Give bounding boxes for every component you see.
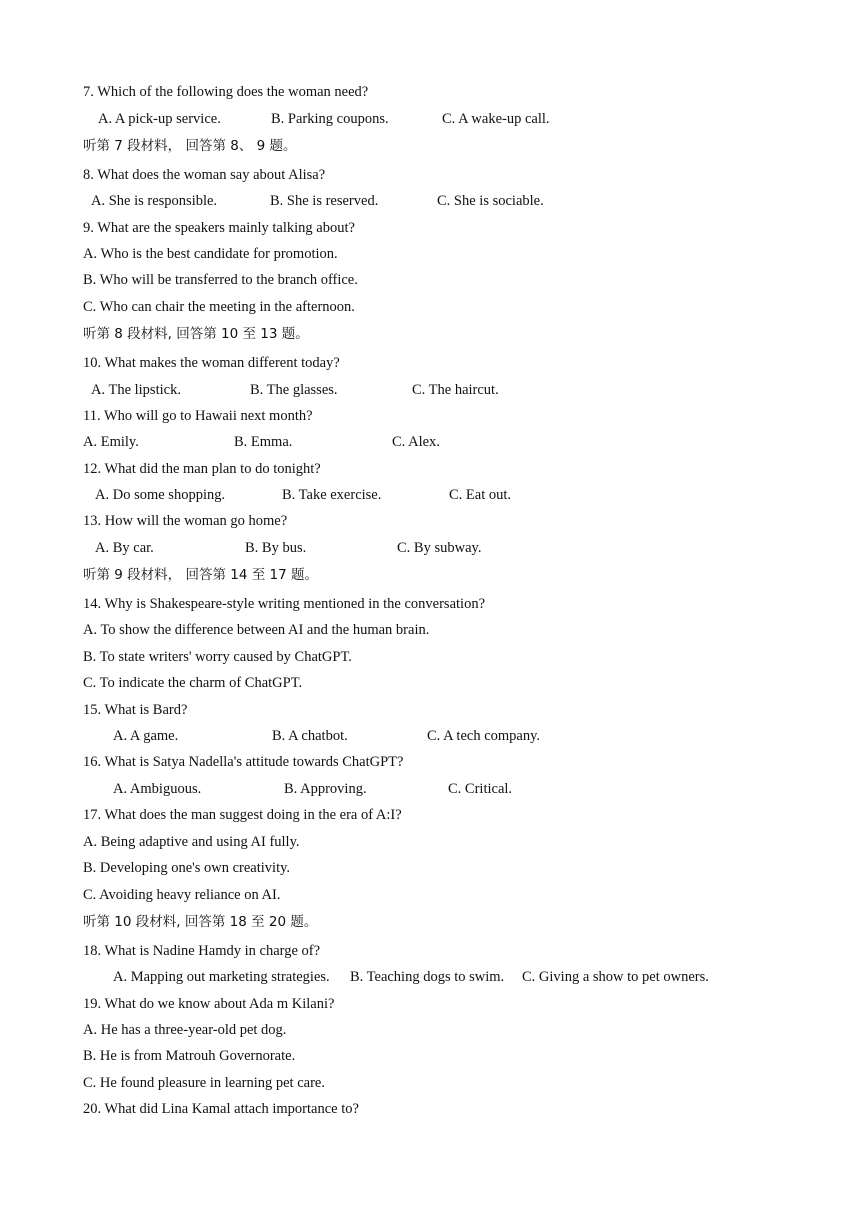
q9-option-a: A. Who is the best candidate for promotion.: [83, 246, 338, 262]
q10-option-c: C. The haircut.: [412, 382, 499, 398]
question-16: 16. What is Satya Nadella's attitude towards ChatGPT?: [83, 754, 404, 770]
q18-option-b: B. Teaching dogs to swim.: [350, 969, 505, 985]
q13-option-b: B. By bus.: [245, 540, 307, 556]
q14-option-a: A. To show the difference between AI and the human brain.: [83, 622, 430, 638]
q17-option-c: C. Avoiding heavy reliance on AI.: [83, 887, 281, 903]
section-9-instruction: 听第 9 段材料， 回答第 14 至 17 题。: [83, 567, 318, 583]
q16-option-c: C. Critical.: [448, 781, 513, 797]
q7-option-b: B. Parking coupons.: [271, 111, 389, 127]
q7-option-a: A. A pick-up service.: [98, 111, 221, 127]
q8-option-a: A. She is responsible.: [91, 193, 218, 209]
q13-option-a: A. By car.: [95, 540, 154, 556]
q16-option-a: A. Ambiguous.: [113, 781, 202, 797]
question-13: 13. How will the woman go home?: [83, 513, 288, 529]
q9-option-c: C. Who can chair the meeting in the afternoon.: [83, 299, 355, 315]
q15-option-a: A. A game.: [113, 728, 179, 744]
q12-option-b: B. Take exercise.: [282, 487, 382, 503]
q15-option-c: C. A tech company.: [427, 728, 541, 744]
question-8: 8. What does the woman say about Alisa?: [83, 167, 326, 183]
question-18: 18. What is Nadine Hamdy in charge of?: [83, 943, 321, 959]
section-10-instruction: 听第 10 段材料, 回答第 18 至 20 题。: [83, 914, 318, 930]
q12-option-a: A. Do some shopping.: [95, 487, 226, 503]
q15-option-b: B. A chatbot.: [272, 728, 348, 744]
q14-option-c: C. To indicate the charm of ChatGPT.: [83, 675, 303, 691]
q19-option-c: C. He found pleasure in learning pet care.: [83, 1075, 325, 1091]
q11-option-a: A. Emily.: [83, 434, 139, 450]
question-9: 9. What are the speakers mainly talking about?: [83, 220, 355, 236]
q18-option-c: C. Giving a show to pet owners.: [522, 969, 709, 985]
q8-option-c: C. She is sociable.: [437, 193, 544, 209]
q10-option-a: A. The lipstick.: [91, 382, 181, 398]
q17-option-a: A. Being adaptive and using AI fully.: [83, 834, 300, 850]
q10-option-b: B. The glasses.: [250, 382, 338, 398]
q16-option-b: B. Approving.: [284, 781, 367, 797]
q8-option-b: B. She is reserved.: [270, 193, 379, 209]
question-12: 12. What did the man plan to do tonight?: [83, 461, 321, 477]
question-7: 7. Which of the following does the woman need?: [83, 84, 369, 100]
section-8-instruction: 听第 8 段材料, 回答第 10 至 13 题。: [83, 326, 309, 342]
question-10: 10. What makes the woman different today?: [83, 355, 340, 371]
question-14: 14. Why is Shakespeare-style writing mentioned in the conversation?: [83, 596, 486, 612]
q9-option-b: B. Who will be transferred to the branch office.: [83, 272, 358, 288]
question-17: 17. What does the man suggest doing in the era of A:I?: [83, 807, 402, 823]
q13-option-c: C. By subway.: [397, 540, 482, 556]
question-15: 15. What is Bard?: [83, 702, 188, 718]
section-7-instruction: 听第 7 段材料， 回答第 8、 9 题。: [83, 138, 297, 154]
question-19: 19. What do we know about Ada m Kilani?: [83, 996, 335, 1012]
q17-option-b: B. Developing one's own creativity.: [83, 860, 291, 876]
q7-option-c: C. A wake-up call.: [442, 111, 550, 127]
q12-option-c: C. Eat out.: [449, 487, 512, 503]
q19-option-b: B. He is from Matrouh Governorate.: [83, 1048, 296, 1064]
q11-option-c: C. Alex.: [392, 434, 440, 450]
question-11: 11. Who will go to Hawaii next month?: [83, 408, 313, 424]
q11-option-b: B. Emma.: [234, 434, 293, 450]
q19-option-a: A. He has a three-year-old pet dog.: [83, 1022, 287, 1038]
q18-option-a: A. Mapping out marketing strategies.: [113, 969, 330, 985]
q14-option-b: B. To state writers' worry caused by ChatGPT.: [83, 649, 352, 665]
question-20: 20. What did Lina Kamal attach importance to?: [83, 1101, 359, 1117]
